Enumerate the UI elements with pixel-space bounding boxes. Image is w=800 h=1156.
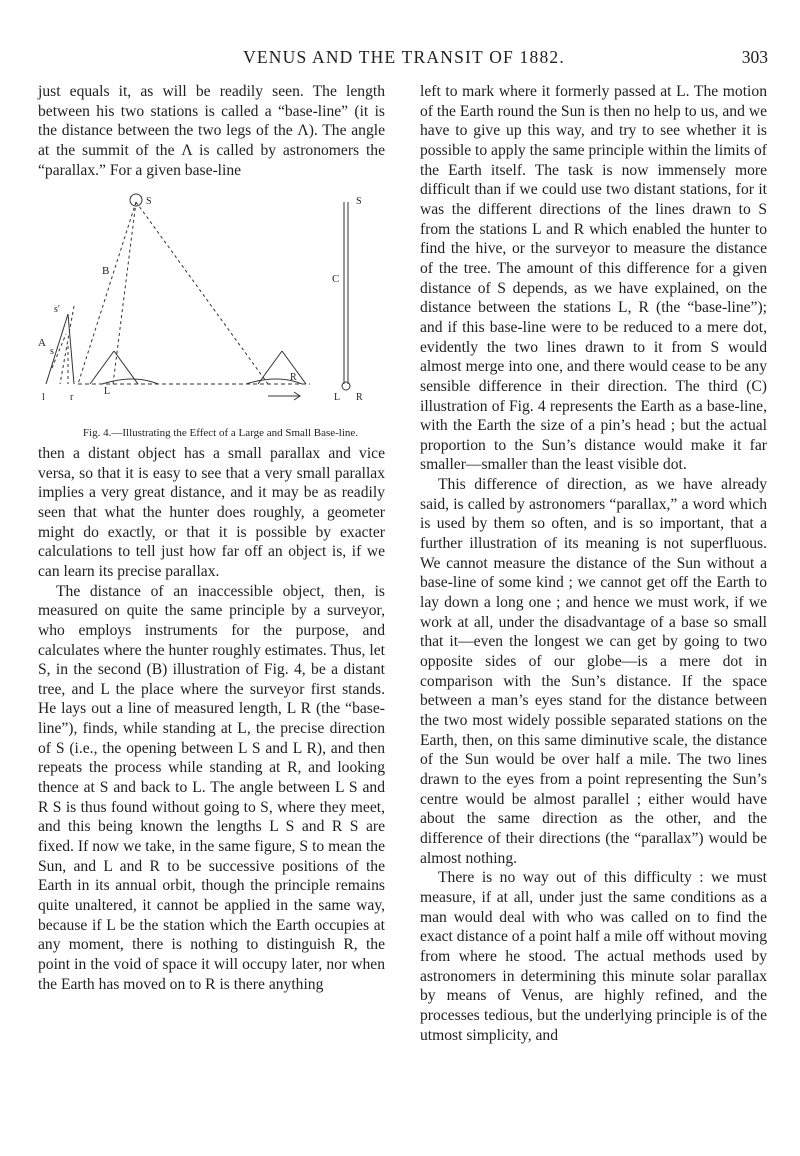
right-column bbox=[420, 82, 767, 1045]
right-paragraph-2: This difference of direction, as we have already said, is called by astronomers “parallax,” a word which is used by them so often, and is so important, that a further illustration of its meaning is not superfluous. We cannot measure the distance of the Sun without a base-line of some kind ; we cannot get off the Earth to lay down a long one ; and hence we must work, if we work at all, under the disadvantage of a base so small that it—even the longest we can get by going to two opposite sides of our globe—is a mere dot in comparison with the Sun’s distance. If the space between a man’s eyes stand for the distance between the two most widely possible separated stations on the Earth, then, on this same diminutive scale, the distance of the Sun would be over half a mile. The two lines drawn to the eyes from a point representing the Sun’s centre would be almost parallel ; either would have about the same direction as the other, and the difference of their directions (the “parallax”) would be almost nothing. bbox=[420, 476, 767, 867]
label-c: C bbox=[332, 273, 340, 286]
label-s-prime: s′ bbox=[54, 304, 61, 316]
diagram-b-right-line bbox=[136, 202, 268, 384]
label-r-right: R bbox=[356, 392, 363, 404]
diagram-c-earth bbox=[342, 382, 350, 390]
diagram-b-inner-line bbox=[113, 202, 136, 384]
page-header bbox=[40, 47, 768, 73]
label-a: A bbox=[38, 337, 46, 350]
diagram-b-left-line bbox=[78, 202, 136, 384]
label-r-mid: R bbox=[290, 372, 297, 384]
left-paragraph-3: The distance of an inaccessible object, then, is measured on quite the same principle by a surveyor, who employs instruments for the purpose, and calculates where the hunter roughly estimates. Thus, let S, in the second (B) illustration of Fig. 4, be a distant tree, and L the place where the surveyor first stands. He lays out a line of measured length, L R (the “base-line”), finds, while standing at L, the precise direction of S (i.e., the opening between L S and L R), and then repeats the process while standing at R, and looking thence at S and back to L. The angle between L S and R S is thus found without going to S, where they meet, and this being known the lengths L S and R S are fixed. If now we take, in the same figure, S to mean the Sun, and L and R to be successive positions of the Earth in its annual orbit, though the principle remains quite unaltered, it cannot be applied in the same way, because if L be the station which the Earth occupies at any moment, there is nothing to distinguish R, the point in the void of space it will occupy later, nor when the Earth has moved on to R is there anything bbox=[38, 582, 385, 993]
left-paragraph-1: just equals it, as will be readily seen. The length between his two stations is called a “base-line” (it is the distance between the two legs of the Λ). The angle at the summit of the Λ is called by astronomers the “parallax.” For a given base-line bbox=[38, 83, 385, 179]
base-line-diagram bbox=[38, 186, 385, 424]
left-column bbox=[38, 82, 385, 994]
label-s-right: S bbox=[356, 196, 362, 208]
figure-caption: Fig. 4.—Illustrating the Effect of a Large and Small Base-line. bbox=[82, 427, 359, 440]
right-paragraph-1: left to mark where it formerly passed at L. The motion of the Earth round the Sun is then no help to us, and we have to give up this way, and try to see whether it is possible to apply the same principle within the limits of the Earth itself. The task is now immensely more difficult than if we could use two distant stations, for it was the different directions of the lines drawn to S from the stations L and R which enabled the hunter to find the hive, or the surveyor to measure the distance of the tree. The amount of this difference for a given distance of S depends, as we have explained, on the distance between the stations L, R (the “base-line”); and if this base-line were to be reduced to a mere dot, evidently the two lines drawn to it from S would almost merge into one, and there would cease to be any sensible difference in their direction. The third (C) illustration of Fig. 4 represents the Earth as a base-line, with the Earth the size of a pin’s head ; but the actual proportion to the Sun’s distance would make it far smaller—smaller than the least visible dot. bbox=[420, 83, 767, 474]
label-r-small: r bbox=[70, 392, 74, 404]
diagram-b-left-tick bbox=[90, 351, 114, 384]
diagram-a-inner-left bbox=[52, 334, 66, 368]
label-s-top: S bbox=[146, 196, 152, 208]
label-b: B bbox=[102, 265, 110, 278]
right-paragraph-3: There is no way out of this difficulty : we must measure, if at all, under just the same conditions as a man would deal with who was called on to find the exact distance of a point half a mile off without moving from where he stood. The actual methods used by astronomers in determining this minute solar parallax by means of Venus, are highly refined, and the processes tedious, but the underlying principle is of the utmost simplicity, and bbox=[420, 869, 768, 1044]
label-l-right: L bbox=[334, 392, 341, 404]
left-paragraph-2: then a distant object has a small parallax and vice versa, so that it is easy to see that a very small parallax implies a very great distance, and it may be as readily seen that what the hunter does roughly, a geometer might do exactly, or that it is possible by exacter calculations to tell just how far off an object is, if we can learn its precise parallax. bbox=[38, 444, 385, 580]
label-s-small: s bbox=[50, 346, 54, 358]
diagram-b-left-arc bbox=[102, 379, 158, 384]
label-l-small: l bbox=[42, 392, 45, 404]
page-number: 303 bbox=[741, 47, 768, 67]
running-head: VENUS AND THE TRANSIT OF 1882. bbox=[243, 47, 565, 67]
figure-4 bbox=[38, 186, 385, 424]
label-l-mid: L bbox=[104, 386, 111, 398]
